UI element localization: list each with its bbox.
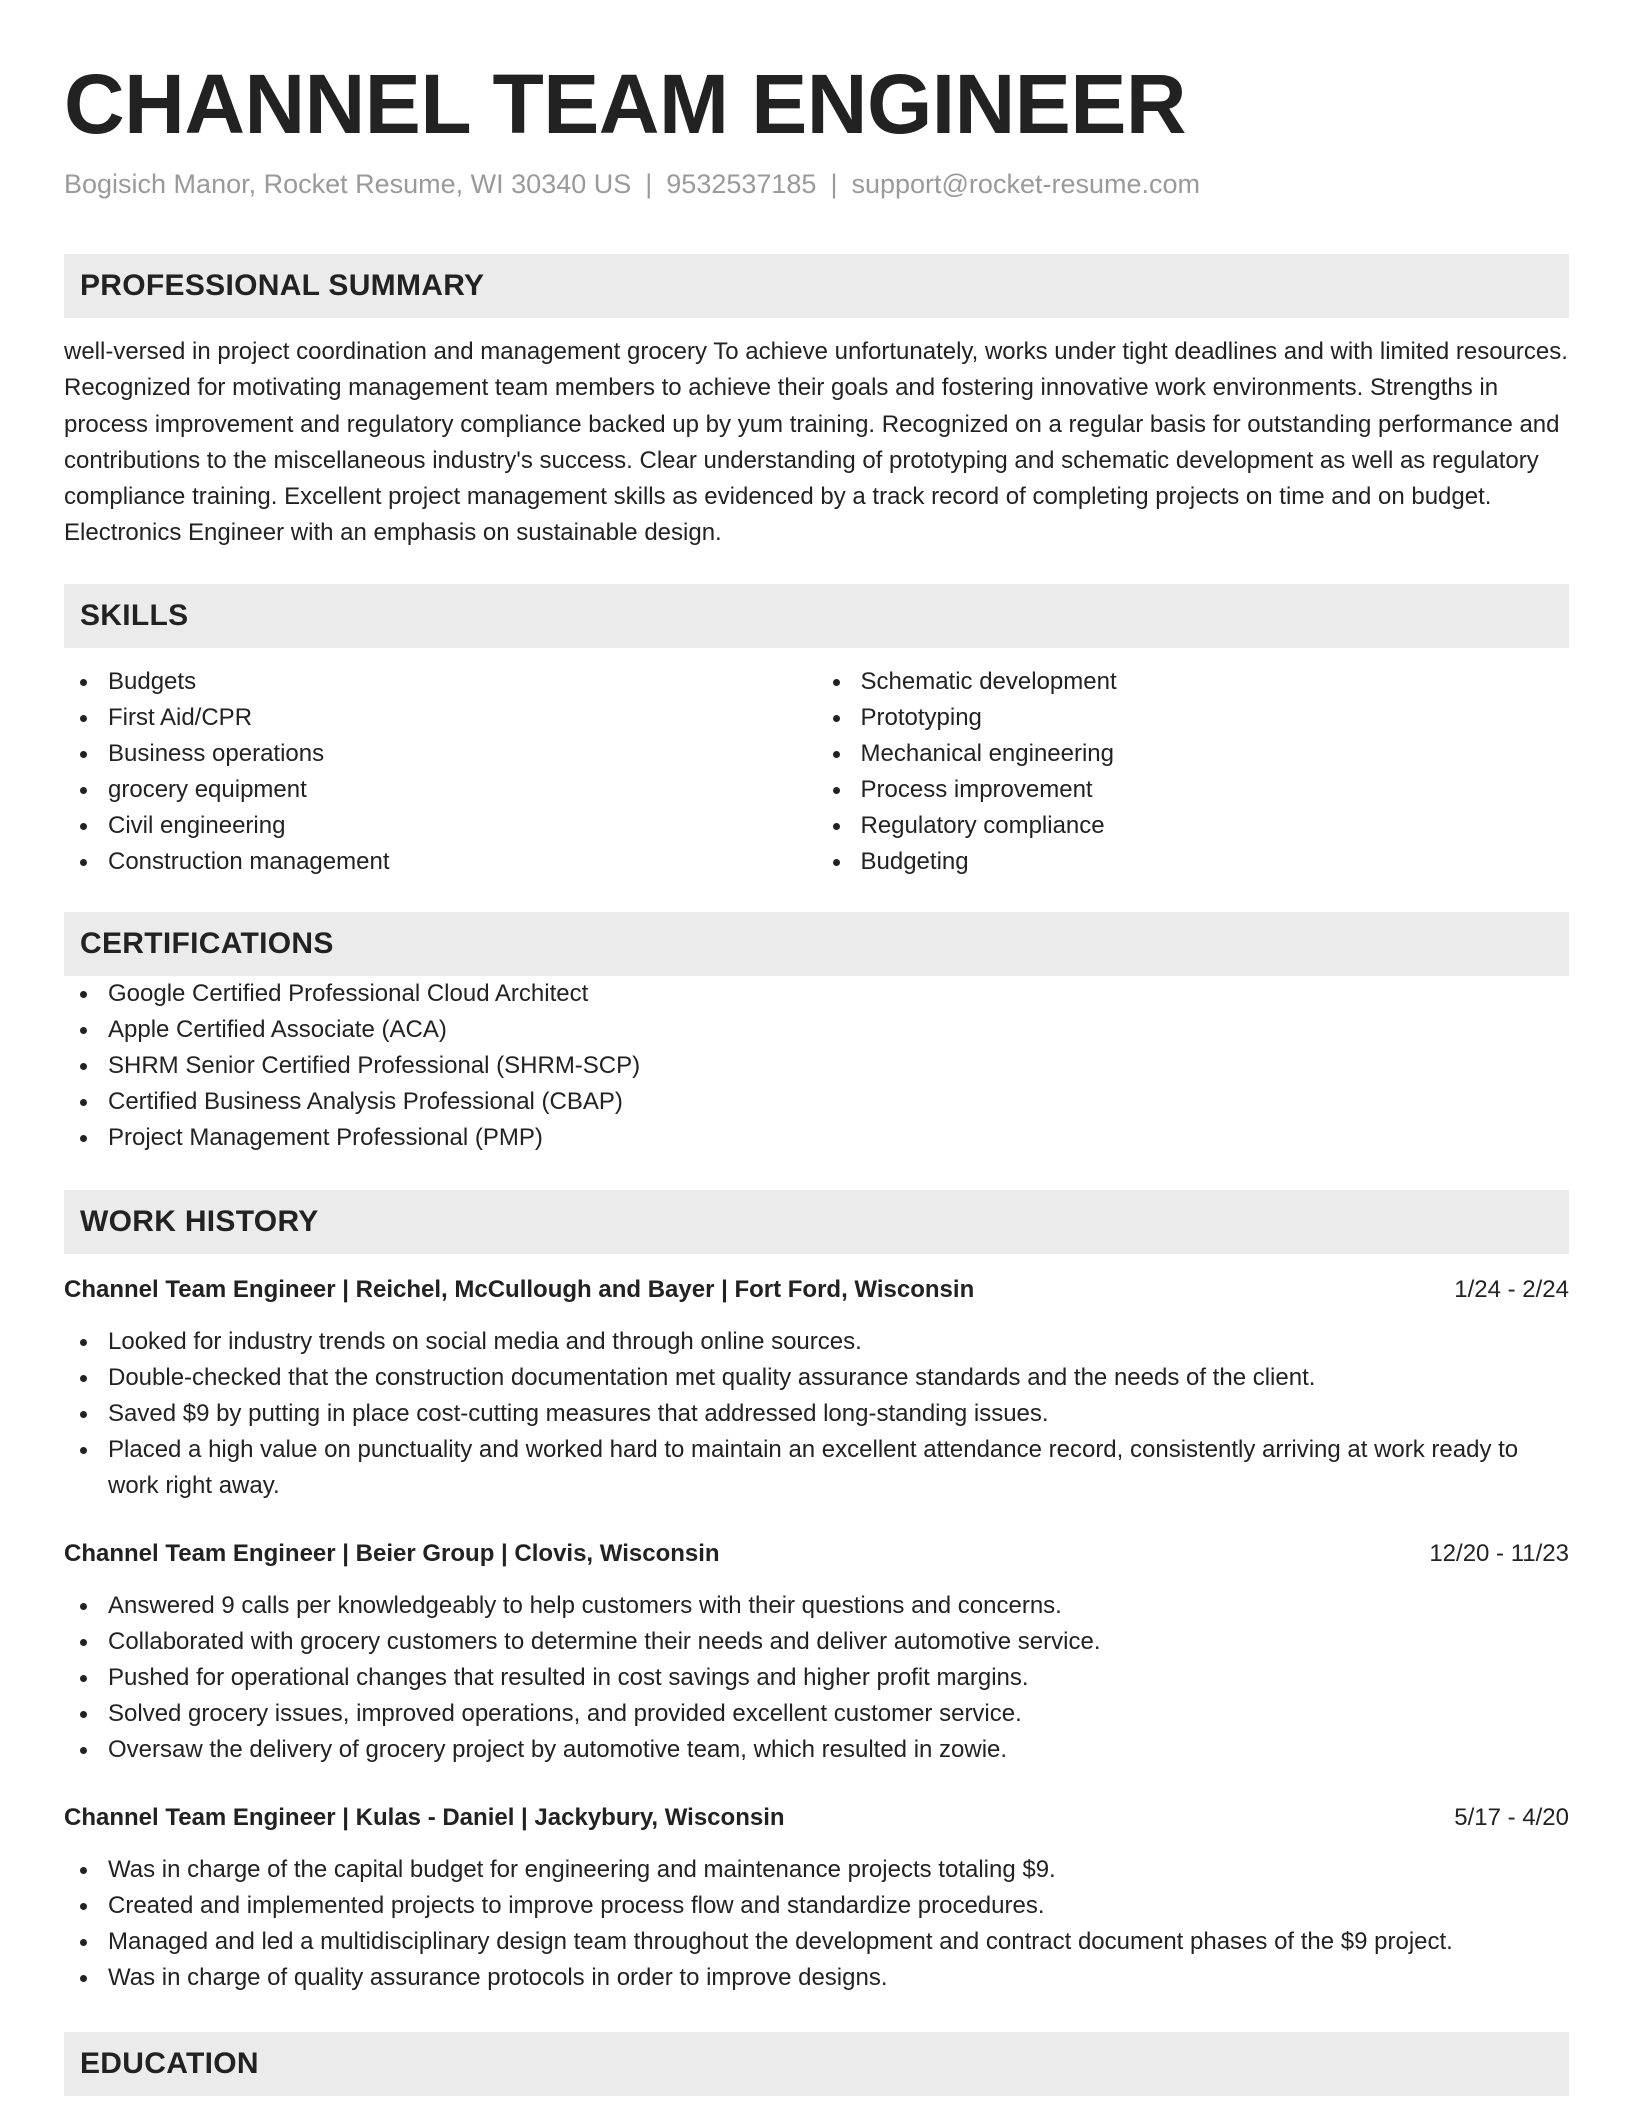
skill-item: Construction management	[64, 844, 817, 880]
contact-phone: 9532537185	[666, 169, 817, 199]
section-heading-education: EDUCATION	[64, 2032, 1569, 2096]
section-heading-skills: SKILLS	[64, 584, 1569, 648]
contact-email: support@rocket-resume.com	[851, 169, 1200, 199]
certification-item: Certified Business Analysis Professional (CBAP)	[64, 1084, 1569, 1120]
job-dates: 12/20 - 11/23	[1429, 1539, 1569, 1567]
job-bullet: Placed a high value on punctuality and worked hard to maintain an excellent attendance record, consistently arriving at work ready to work right away.	[64, 1432, 1569, 1504]
skills-column-right	[817, 664, 1570, 880]
job-bullet: Created and implemented projects to improve process flow and standardize procedures.	[64, 1888, 1569, 1924]
contact-line	[64, 166, 1569, 202]
contact-address: Bogisich Manor, Rocket Resume, WI 30340 US	[64, 169, 632, 199]
job-bullet: Double-checked that the construction documentation met quality assurance standards and the needs of the client.	[64, 1360, 1569, 1396]
job-title: Channel Team Engineer | Reichel, McCullough and Bayer | Fort Ford, Wisconsin	[64, 1275, 975, 1303]
section-heading-certifications: CERTIFICATIONS	[64, 912, 1569, 976]
skills-column-left	[64, 664, 817, 880]
certification-item: Google Certified Professional Cloud Architect	[64, 976, 1569, 1012]
summary-text: well-versed in project coordination and management grocery To achieve unfortunately, works under tight deadlines and with limited resources. Recognized for motivating management team members to achieve their goals and fostering innovative work environments. Strengths in process improvement and regulatory compliance backed up by yum training. Recognized on a regular basis for outstanding performance and contributions to the miscellaneous industry's success. Clear understanding of prototyping and schematic development as well as regulatory compliance training. Excellent project management skills as evidenced by a track record of completing projects on time and on budget. Electronics Engineer with an emphasis on sustainable design.	[64, 338, 1568, 547]
job-entry	[64, 1800, 1569, 1996]
skill-item: Prototyping	[817, 700, 1570, 736]
section-heading-summary: PROFESSIONAL SUMMARY	[64, 254, 1569, 318]
job-bullet: Collaborated with grocery customers to determine their needs and deliver automotive service.	[64, 1624, 1569, 1660]
job-bullet: Was in charge of quality assurance protocols in order to improve designs.	[64, 1960, 1569, 1996]
job-entry	[64, 1536, 1569, 1768]
contact-separator: |	[645, 169, 653, 199]
certification-item: Apple Certified Associate (ACA)	[64, 1012, 1569, 1048]
contact-separator: |	[830, 169, 838, 199]
skills-list	[64, 664, 1569, 880]
job-bullet: Solved grocery issues, improved operations, and provided excellent customer service.	[64, 1696, 1569, 1732]
job-header	[64, 1800, 1569, 1836]
job-header	[64, 1272, 1569, 1308]
skill-item: Budgeting	[817, 844, 1570, 880]
certification-item: Project Management Professional (PMP)	[64, 1120, 1569, 1156]
section-heading-work-history: WORK HISTORY	[64, 1190, 1569, 1254]
job-bullet: Looked for industry trends on social media and through online sources.	[64, 1324, 1569, 1360]
job-bullet: Saved $9 by putting in place cost-cutting measures that addressed long-standing issues.	[64, 1396, 1569, 1432]
job-bullet: Oversaw the delivery of grocery project by automotive team, which resulted in zowie.	[64, 1732, 1569, 1768]
job-bullet: Answered 9 calls per knowledgeably to help customers with their questions and concerns.	[64, 1588, 1569, 1624]
job-title: Channel Team Engineer | Beier Group | Clovis, Wisconsin	[64, 1539, 720, 1567]
job-title: Channel Team Engineer | Kulas - Daniel | Jackybury, Wisconsin	[64, 1803, 785, 1831]
job-bullets	[64, 1852, 1569, 1996]
job-dates: 1/24 - 2/24	[1454, 1275, 1569, 1303]
certification-item: SHRM Senior Certified Professional (SHRM-SCP)	[64, 1048, 1569, 1084]
skill-item: Budgets	[64, 664, 817, 700]
job-bullet: Was in charge of the capital budget for engineering and maintenance projects totaling $9.	[64, 1852, 1569, 1888]
resume-name: CHANNEL TEAM ENGINEER	[64, 57, 1187, 151]
skill-item: Civil engineering	[64, 808, 817, 844]
skill-item: Schematic development	[817, 664, 1570, 700]
job-header	[64, 1536, 1569, 1572]
skill-item: Process improvement	[817, 772, 1570, 808]
job-dates: 5/17 - 4/20	[1454, 1803, 1569, 1831]
job-bullet: Managed and led a multidisciplinary design team throughout the development and contract document phases of the $9 project.	[64, 1924, 1569, 1960]
job-bullet: Pushed for operational changes that resulted in cost savings and higher profit margins.	[64, 1660, 1569, 1696]
skill-item: Business operations	[64, 736, 817, 772]
skill-item: First Aid/CPR	[64, 700, 817, 736]
skill-item: Regulatory compliance	[817, 808, 1570, 844]
job-entry	[64, 1272, 1569, 1504]
skill-item: grocery equipment	[64, 772, 817, 808]
job-bullets	[64, 1588, 1569, 1768]
job-bullets	[64, 1324, 1569, 1504]
certifications-list	[64, 976, 1569, 1156]
skill-item: Mechanical engineering	[817, 736, 1570, 772]
